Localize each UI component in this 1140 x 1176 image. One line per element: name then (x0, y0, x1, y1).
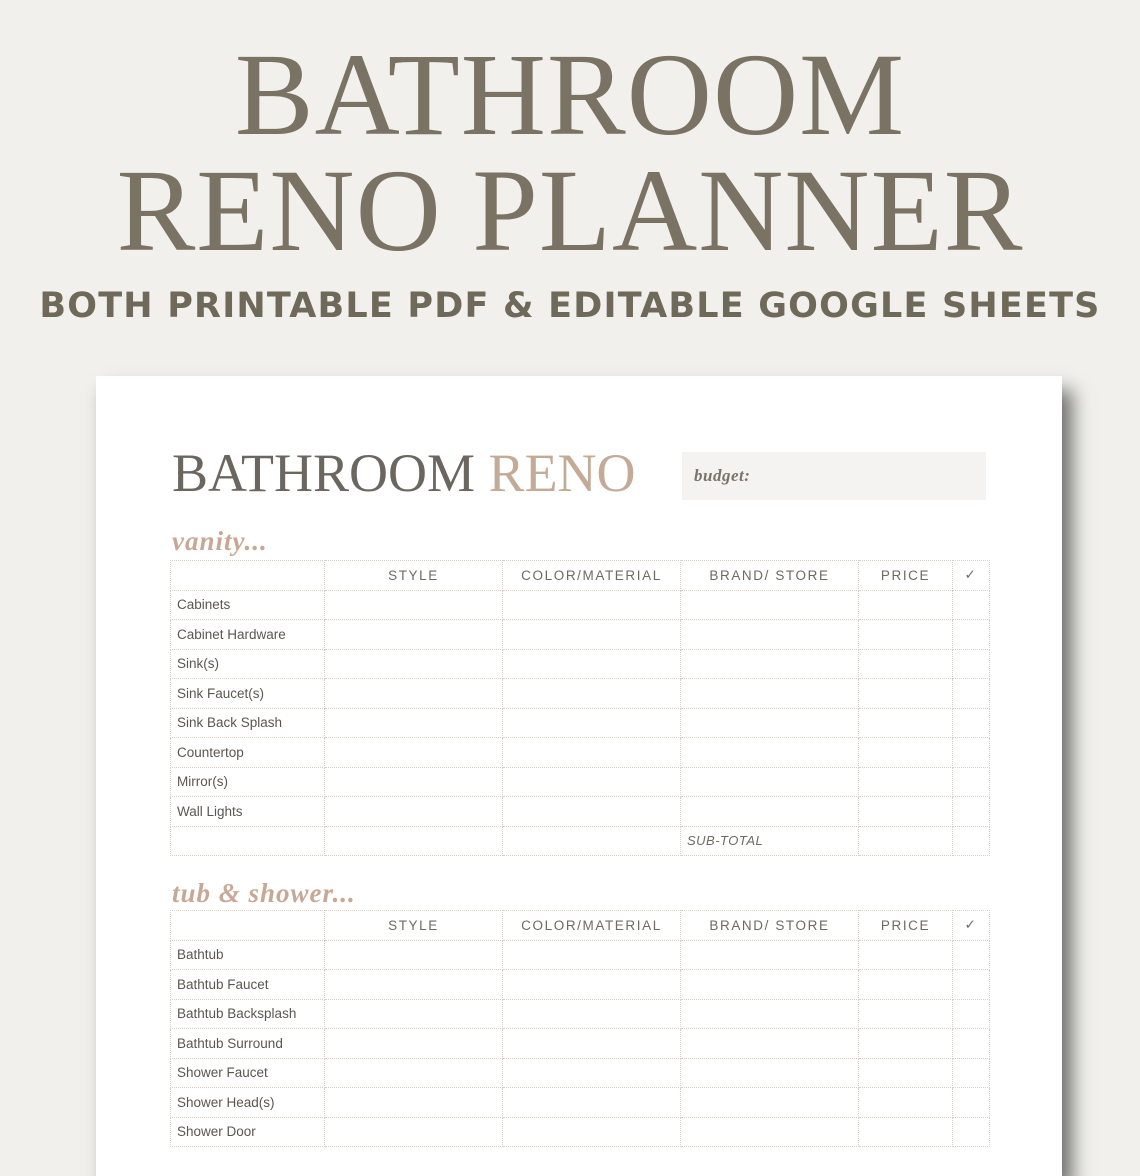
column-header: STYLE (325, 911, 503, 941)
style-cell[interactable] (325, 708, 503, 738)
price-cell[interactable] (859, 970, 953, 1000)
style-cell[interactable] (325, 738, 503, 768)
sheet-title-accent: RENO (488, 443, 636, 503)
table-header-row (171, 911, 990, 941)
item-label: Bathtub Backsplash (171, 999, 325, 1029)
empty-cell (325, 826, 503, 856)
style-cell[interactable] (325, 1117, 503, 1147)
table-header-row (171, 561, 990, 591)
color-material-cell[interactable] (503, 1088, 681, 1118)
style-cell[interactable] (325, 620, 503, 650)
table-row (171, 1029, 990, 1059)
sheet-title (172, 443, 636, 503)
vanity-table (170, 560, 990, 856)
check-column-header: ✓ (953, 561, 990, 591)
item-label: Shower Faucet (171, 1058, 325, 1088)
price-cell[interactable] (859, 590, 953, 620)
brand-store-cell[interactable] (681, 1117, 859, 1147)
color-material-cell[interactable] (503, 738, 681, 768)
hero-subtitle: BOTH PRINTABLE PDF & EDITABLE GOOGLE SHEETS (39, 286, 1101, 326)
color-material-cell[interactable] (503, 679, 681, 709)
item-label: Sink Back Splash (171, 708, 325, 738)
checkbox-cell[interactable] (953, 797, 990, 827)
item-label: Bathtub Surround (171, 1029, 325, 1059)
color-material-cell[interactable] (503, 1058, 681, 1088)
table-row (171, 999, 990, 1029)
item-label: Cabinets (171, 590, 325, 620)
style-cell[interactable] (325, 767, 503, 797)
color-material-cell[interactable] (503, 708, 681, 738)
column-header: COLOR/MATERIAL (503, 911, 681, 941)
item-label: Cabinet Hardware (171, 620, 325, 650)
price-cell[interactable] (859, 738, 953, 768)
color-material-cell[interactable] (503, 999, 681, 1029)
check-column-header: ✓ (953, 911, 990, 941)
color-material-cell[interactable] (503, 797, 681, 827)
color-material-cell[interactable] (503, 767, 681, 797)
table-row (171, 708, 990, 738)
item-label: Countertop (171, 738, 325, 768)
item-label: Shower Door (171, 1117, 325, 1147)
column-header: COLOR/MATERIAL (503, 561, 681, 591)
table-row (171, 590, 990, 620)
price-cell[interactable] (859, 620, 953, 650)
brand-store-cell[interactable] (681, 738, 859, 768)
color-material-cell[interactable] (503, 620, 681, 650)
price-cell[interactable] (859, 1088, 953, 1118)
table-row (171, 1058, 990, 1088)
brand-store-cell[interactable] (681, 649, 859, 679)
table-row (171, 738, 990, 768)
section-heading-tub-shower: tub & shower... (172, 878, 356, 908)
table-row (171, 679, 990, 709)
brand-store-cell[interactable] (681, 708, 859, 738)
header-cell-blank (171, 561, 325, 591)
brand-store-cell[interactable] (681, 999, 859, 1029)
column-header: PRICE (859, 911, 953, 941)
checkbox-cell[interactable] (953, 649, 990, 679)
brand-store-cell[interactable] (681, 1029, 859, 1059)
section-heading-vanity: vanity... (172, 526, 268, 556)
brand-store-cell[interactable] (681, 797, 859, 827)
brand-store-cell[interactable] (681, 590, 859, 620)
color-material-cell[interactable] (503, 590, 681, 620)
style-cell[interactable] (325, 679, 503, 709)
price-cell[interactable] (859, 679, 953, 709)
item-label: Wall Lights (171, 797, 325, 827)
checkbox-cell[interactable] (953, 1058, 990, 1088)
table-row (171, 970, 990, 1000)
color-material-cell[interactable] (503, 1117, 681, 1147)
checkbox-cell[interactable] (953, 590, 990, 620)
price-cell[interactable] (859, 649, 953, 679)
item-label: Sink Faucet(s) (171, 679, 325, 709)
price-cell[interactable] (859, 767, 953, 797)
table-row (171, 1088, 990, 1118)
header-cell-blank (171, 911, 325, 941)
empty-cell (953, 826, 990, 856)
price-cell[interactable] (859, 940, 953, 970)
planner-sheet (96, 376, 1062, 1176)
checkbox-cell[interactable] (953, 620, 990, 650)
color-material-cell[interactable] (503, 940, 681, 970)
price-cell[interactable] (859, 1117, 953, 1147)
checkbox-cell[interactable] (953, 679, 990, 709)
color-material-cell[interactable] (503, 970, 681, 1000)
empty-cell (171, 826, 325, 856)
price-cell[interactable] (859, 1058, 953, 1088)
column-header: BRAND/ STORE (681, 561, 859, 591)
hero-title-line1: BATHROOM (234, 29, 906, 160)
style-cell[interactable] (325, 999, 503, 1029)
style-cell[interactable] (325, 940, 503, 970)
item-label: Mirror(s) (171, 767, 325, 797)
style-cell[interactable] (325, 1058, 503, 1088)
price-cell[interactable] (859, 797, 953, 827)
style-cell[interactable] (325, 797, 503, 827)
table-row (171, 797, 990, 827)
brand-store-cell[interactable] (681, 1088, 859, 1118)
color-material-cell[interactable] (503, 1029, 681, 1059)
table-row (171, 620, 990, 650)
item-label: Bathtub (171, 940, 325, 970)
checkbox-cell[interactable] (953, 1088, 990, 1118)
checkbox-cell[interactable] (953, 999, 990, 1029)
price-cell[interactable] (859, 708, 953, 738)
checkbox-cell[interactable] (953, 1029, 990, 1059)
checkbox-cell[interactable] (953, 970, 990, 1000)
style-cell[interactable] (325, 1029, 503, 1059)
item-label: Sink(s) (171, 649, 325, 679)
style-cell[interactable] (325, 590, 503, 620)
item-label: Shower Head(s) (171, 1088, 325, 1118)
style-cell[interactable] (325, 649, 503, 679)
budget-label: budget: (694, 466, 751, 485)
color-material-cell[interactable] (503, 649, 681, 679)
subtotal-value-cell[interactable] (859, 826, 953, 856)
tub-shower-table (170, 910, 990, 1147)
checkbox-cell[interactable] (953, 1117, 990, 1147)
hero-title-line2: RENO PLANNER (116, 145, 1024, 276)
brand-store-cell[interactable] (681, 620, 859, 650)
empty-cell (503, 826, 681, 856)
style-cell[interactable] (325, 1088, 503, 1118)
table-row (171, 649, 990, 679)
column-header: BRAND/ STORE (681, 911, 859, 941)
table-row (171, 767, 990, 797)
style-cell[interactable] (325, 970, 503, 1000)
table-row (171, 940, 990, 970)
price-cell[interactable] (859, 999, 953, 1029)
budget-field[interactable] (682, 452, 986, 500)
checkbox-cell[interactable] (953, 940, 990, 970)
subtotal-label: SUB-TOTAL (681, 826, 859, 856)
sheet-title-main: BATHROOM (172, 443, 476, 503)
checkbox-cell[interactable] (953, 767, 990, 797)
brand-store-cell[interactable] (681, 679, 859, 709)
checkbox-cell[interactable] (953, 708, 990, 738)
brand-store-cell[interactable] (681, 1058, 859, 1088)
brand-store-cell[interactable] (681, 970, 859, 1000)
subtotal-row (171, 826, 990, 856)
item-label: Bathtub Faucet (171, 970, 325, 1000)
table-row (171, 1117, 990, 1147)
column-header: STYLE (325, 561, 503, 591)
brand-store-cell[interactable] (681, 767, 859, 797)
brand-store-cell[interactable] (681, 940, 859, 970)
column-header: PRICE (859, 561, 953, 591)
price-cell[interactable] (859, 1029, 953, 1059)
checkbox-cell[interactable] (953, 738, 990, 768)
